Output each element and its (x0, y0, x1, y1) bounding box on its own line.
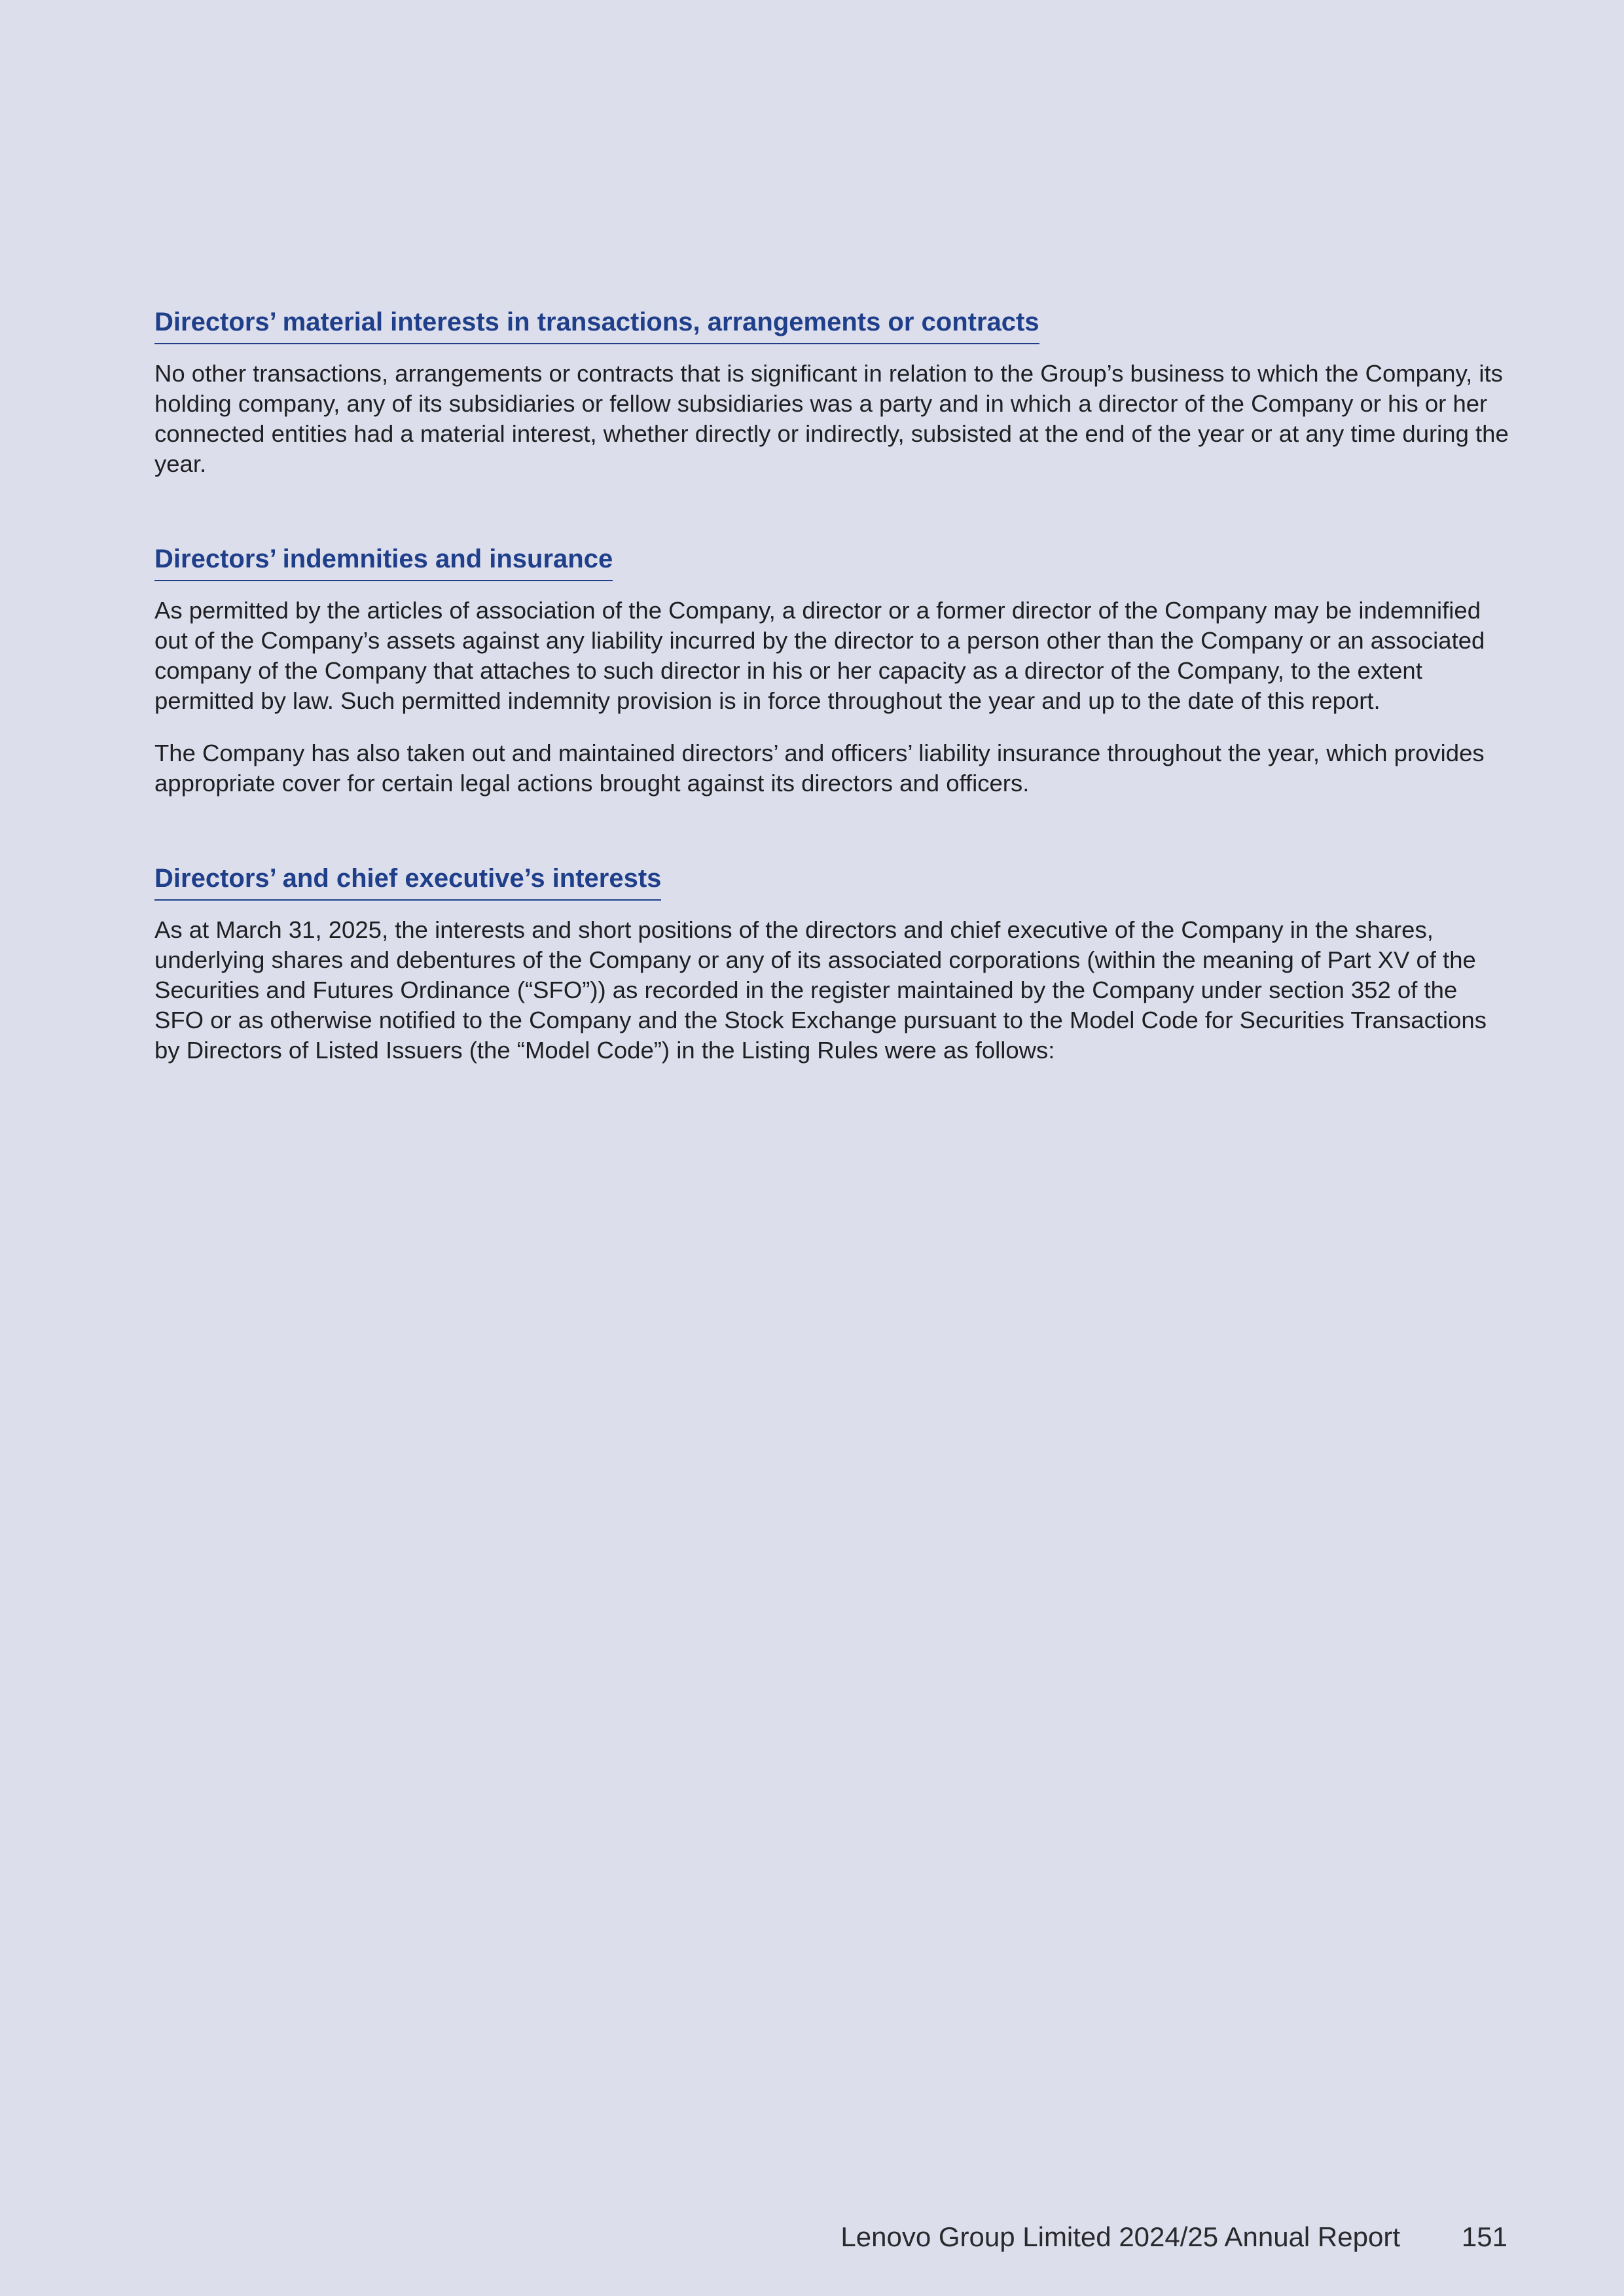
section-heading: Directors’ indemnities and insurance (154, 539, 613, 581)
section-paragraph: No other transactions, arrangements or contracts that is significant in relation to the Group’s business to which the Company, its holding company, any of its subsidiaries or fellow subsidiaries was a party and in which a director of the Company or his or her connected entities had a material interest, whether directly or indirectly, subsisted at the end of the year or at any time during the year. (154, 360, 1509, 477)
section-material-interests (154, 302, 1509, 479)
section-heading: Directors’ and chief executive’s interests (154, 859, 661, 901)
page-number: 151 (1461, 2221, 1507, 2252)
report-content (154, 302, 1509, 1126)
section-paragraph: As permitted by the articles of association of the Company, a director or a former director of the Company may be indemnified out of the Company’s assets against any liability incurred by the director to a person other than the Company or an associated company of the Company that attaches to such director in his or her capacity as a director of the Company, to the extent permitted by law. Such permitted indemnity provision is in force throughout the year and up to the date of this report. (154, 597, 1485, 714)
footer-report-title: Lenovo Group Limited 2024/25 Annual Report (840, 2221, 1400, 2252)
section-indemnities-insurance (154, 539, 1509, 798)
page-footer (0, 2217, 1507, 2257)
section-paragraph: As at March 31, 2025, the interests and short positions of the directors and chief executive of the Company in the shares, underlying shares and debentures of the Company or any of its associated corporations (within the meaning of Part XV of the Securities and Futures Ordinance (“SFO”)) as recorded in the register maintained by the Company under section 352 of the SFO or as otherwise notified to the Company and the Stock Exchange pursuant to the Model Code for Securities Transactions by Directors of Listed Issuers (the “Model Code”) in the Listing Rules were as follows: (154, 916, 1487, 1064)
section-paragraph: The Company has also taken out and maintained directors’ and officers’ liability insurance throughout the year, which provides appropriate cover for certain legal actions brought against its directors and officers. (154, 740, 1485, 797)
section-directors-interests (154, 859, 1509, 1066)
section-heading: Directors’ material interests in transactions, arrangements or contracts (154, 302, 1039, 344)
